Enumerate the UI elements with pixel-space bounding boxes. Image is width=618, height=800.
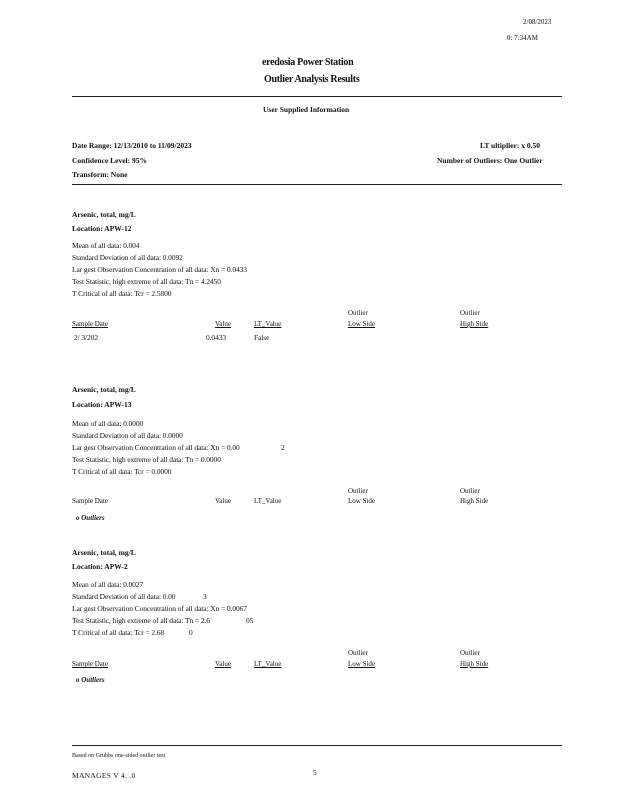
t-critical: T Critical of all data: Tcr = 2.5800 [72,289,172,298]
col-outlier-high-top: Outlier [460,649,480,657]
largest-observation: Lar gest Observation Concentration of all data: Xn = 0.00 [72,443,240,452]
col-sample-date: Sample Date [72,497,108,505]
analyte-name: Arsenic, total, mg/L [72,385,136,394]
no-outliers-note: o Outliers [76,676,105,684]
col-lt-value: LT_Value [254,320,282,328]
col-outlier-low-top: Outlier [348,487,368,495]
col-outlier-high: High Side [460,660,489,668]
location: Location: APW-2 [72,562,128,571]
footer-divider [72,745,562,746]
t-critical: T Critical of all data: Tcr = 0.0000 [72,467,172,476]
test-statistic-tail: 05 [246,616,254,625]
report-time: 0: 7:34AM [507,34,538,42]
col-outlier-high: High Side [460,497,489,505]
confidence-level: Confidence Level: 95% [72,156,147,165]
mean-stat: Mean of all data: 0.0027 [72,580,144,589]
largest-observation-tail: 2 [281,443,285,452]
col-outlier-low: Low Side [348,660,376,668]
location: Location: APW-12 [72,224,132,233]
col-value: Value [215,660,231,668]
header-divider [72,96,562,97]
mean-stat: Mean of all data: 0.004 [72,241,140,250]
station-name: eredosia Power Station [262,57,354,68]
col-outlier-high: High Side [460,320,489,328]
mean-stat: Mean of all data: 0.0000 [72,419,144,428]
col-outlier-low: Low Side [348,320,376,328]
col-lt-value: LT_Value [254,660,282,668]
params-divider [72,184,562,185]
row-lt-value: False [254,333,270,342]
section-title: User Supplied Information [263,105,350,114]
col-sample-date: Sample Date [72,320,108,328]
test-statistic: Test Statistic, high extreme of all data: Tn = 0.0000 [72,455,221,464]
page-number: 5 [313,768,317,777]
std-stat: Standard Deviation of all data: 0.0000 [72,431,183,440]
largest-observation: Lar gest Observation Concentration of all data: Xn = 0.0433 [72,265,247,274]
col-outlier-high-top: Outlier [460,309,480,317]
col-sample-date: Sample Date [72,660,108,668]
row-value: 0.0433 [206,333,227,342]
row-sample-date: 2/ 3/202 [74,333,98,342]
col-lt-value: LT_Value [254,497,282,505]
col-outlier-low: Low Side [348,497,376,505]
std-stat: Standard Deviation of all data: 0.00 [72,592,176,601]
report-title: Outlier Analysis Results [264,74,360,85]
t-critical-tail: 0 [189,628,193,637]
location: Location: APW-13 [72,400,132,409]
footer-note: Based on Grubbs one-sided outlier test [72,753,166,759]
col-value: Value [215,497,231,505]
col-value: Value [215,320,231,328]
test-statistic: Test Statistic, high extreme of all data: Tn = 4.2450 [72,277,221,286]
number-of-outliers: Number of Outliers: One Outlier [437,156,543,165]
col-outlier-low-top: Outlier [348,649,368,657]
col-outlier-low-top: Outlier [348,309,368,317]
std-stat-tail: 3 [203,592,207,601]
transform: Transform: None [72,170,128,179]
software-version: MANAGES V 4. .0 [72,771,136,780]
col-outlier-high-top: Outlier [460,487,480,495]
largest-observation: Lar gest Observation Concentration of all data: Xn = 0.0067 [72,604,247,613]
date-range: Date Range: 12/13/2010 to 11/09/2023 [72,141,192,150]
test-statistic: Test Statistic, high extreme of all data: Tn = 2.6 [72,616,210,625]
analyte-name: Arsenic, total, mg/L [72,210,136,219]
report-date: 2/08/2023 [523,18,552,26]
lt-multiplier: LT ultiplier: x 0.50 [480,141,541,150]
no-outliers-note: o Outliers [76,514,105,522]
analyte-name: Arsenic, total, mg/L [72,548,136,557]
t-critical: T Critical of all data: Tcr = 2.68 [72,628,165,637]
std-stat: Standard Deviation of all data: 0.0092 [72,253,183,262]
